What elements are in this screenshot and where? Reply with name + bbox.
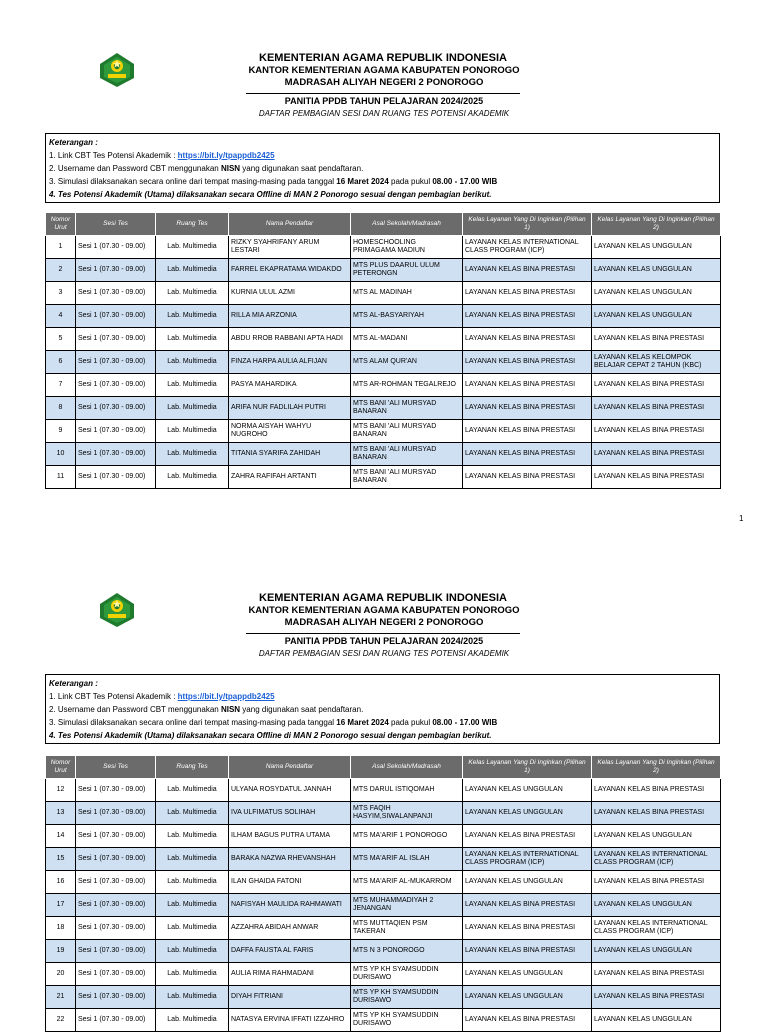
cell-asal: MTS DARUL ISTIQOMAH [351,779,463,802]
col-header-sesi: Sesi Tes [76,756,156,779]
row-number: 19 [46,940,76,963]
cell-sesi: Sesi 1 (07.30 - 09.00) [76,466,156,489]
cell-nama: ILHAM BAGUS PUTRA UTAMA [229,825,351,848]
cell-sesi: Sesi 1 (07.30 - 09.00) [76,963,156,986]
table-row [46,986,721,1009]
cell-pilihan-2: LAYANAN KELAS UNGGULAN [592,282,721,305]
row-number: 6 [46,351,76,374]
cell-pilihan-1: LAYANAN KELAS UNGGULAN [463,963,592,986]
cell-pilihan-1: LAYANAN KELAS UNGGULAN [463,871,592,894]
cell-sesi: Sesi 1 (07.30 - 09.00) [76,351,156,374]
cell-pilihan-1: LAYANAN KELAS BINA PRESTASI [463,305,592,328]
cell-ruang: Lab. Multimedia [156,282,229,305]
cell-ruang: Lab. Multimedia [156,351,229,374]
cell-ruang: Lab. Multimedia [156,963,229,986]
cell-pilihan-1: LAYANAN KELAS UNGGULAN [463,986,592,1009]
col-header-nomor: Nomor Urut [46,213,76,236]
cell-pilihan-2: LAYANAN KELAS UNGGULAN [592,305,721,328]
letterhead [0,592,768,629]
col-header-sesi: Sesi Tes [76,213,156,236]
cell-sesi: Sesi 1 (07.30 - 09.00) [76,282,156,305]
cell-ruang: Lab. Multimedia [156,779,229,802]
col-header-ruang: Ruang Tes [156,213,229,236]
school-title: MADRASAH ALIYAH NEGERI 2 PONOROGO [284,617,484,628]
cell-ruang: Lab. Multimedia [156,397,229,420]
cell-pilihan-2: LAYANAN KELAS BINA PRESTASI [592,963,721,986]
cell-pilihan-2: LAYANAN KELAS BINA PRESTASI [592,420,721,443]
cell-sesi: Sesi 1 (07.30 - 09.00) [76,328,156,351]
col-header-nama: Nama Pendaftar [229,213,351,236]
row-number: 16 [46,871,76,894]
cell-ruang: Lab. Multimedia [156,420,229,443]
col-header-nomor: Nomor Urut [46,756,76,779]
cell-pilihan-2: LAYANAN KELAS BINA PRESTASI [592,466,721,489]
ministry-title: KEMENTERIAN AGAMA REPUBLIK INDONESIA [259,592,507,604]
cell-sesi: Sesi 1 (07.30 - 09.00) [76,236,156,259]
cell-ruang: Lab. Multimedia [156,802,229,825]
cell-asal: MTS MUTTAQIEN PSM TAKERAN [351,917,463,940]
cell-sesi: Sesi 1 (07.30 - 09.00) [76,871,156,894]
ministry-title: KEMENTERIAN AGAMA REPUBLIK INDONESIA [259,52,507,64]
document-subtitle: DAFTAR PEMBAGIAN SESI DAN RUANG TES POTENSI AKADEMIK [258,109,510,118]
cell-asal: MTS FAQIH HASYIM,SIWALANPANJI [351,802,463,825]
cell-pilihan-1: LAYANAN KELAS INTERNATIONAL CLASS PROGRAM (ICP) [463,848,592,871]
cell-pilihan-2: LAYANAN KELAS BINA PRESTASI [592,779,721,802]
cell-ruang: Lab. Multimedia [156,917,229,940]
table-row [46,940,721,963]
note-2: 2. Username dan Password CBT menggunakan NISN yang digunakan saat pendaftaran. [49,164,364,173]
row-number: 11 [46,466,76,489]
header-divider [246,633,520,634]
cell-nama: IVA ULFIMATUS SOLIHAH [229,802,351,825]
cell-pilihan-2: LAYANAN KELAS BINA PRESTASI [592,986,721,1009]
col-header-ruang: Ruang Tes [156,756,229,779]
cell-ruang: Lab. Multimedia [156,986,229,1009]
cell-nama: RIZKY SYAHRIFANY ARUM LESTARI [229,236,351,259]
cell-asal: MTS MA'ARIF AL ISLAH [351,848,463,871]
row-number: 15 [46,848,76,871]
row-number: 1 [46,236,76,259]
cell-nama: KURNIA ULUL AZMI [229,282,351,305]
cell-asal: MTS ALAM QUR'AN [351,351,463,374]
col-header-pilihan-1: Kelas Layanan Yang Di Inginkan (Pilihan 1) [463,756,592,779]
cell-nama: BARAKA NAZWA RHEVANSHAH [229,848,351,871]
cell-pilihan-1: LAYANAN KELAS BINA PRESTASI [463,351,592,374]
cell-ruang: Lab. Multimedia [156,374,229,397]
cell-asal: MTS AL-BASYARIYAH [351,305,463,328]
cell-pilihan-1: LAYANAN KELAS UNGGULAN [463,779,592,802]
cell-sesi: Sesi 1 (07.30 - 09.00) [76,443,156,466]
cell-asal: MTS YP KH SYAMSUDDIN DURISAWO [351,1009,463,1032]
row-number: 5 [46,328,76,351]
document-subtitle: DAFTAR PEMBAGIAN SESI DAN RUANG TES POTENSI AKADEMIK [258,649,510,658]
cell-pilihan-2: LAYANAN KELAS UNGGULAN [592,236,721,259]
cell-pilihan-1: LAYANAN KELAS BINA PRESTASI [463,1009,592,1032]
cell-pilihan-1: LAYANAN KELAS BINA PRESTASI [463,259,592,282]
notes-box [45,674,720,744]
cell-pilihan-2: LAYANAN KELAS BINA PRESTASI [592,328,721,351]
cell-sesi: Sesi 1 (07.30 - 09.00) [76,397,156,420]
cell-ruang: Lab. Multimedia [156,466,229,489]
cell-nama: DIYAH FITRIANI [229,986,351,1009]
office-title: KANTOR KEMENTERIAN AGAMA KABUPATEN PONOROGO [248,65,520,76]
col-header-nama: Nama Pendaftar [229,756,351,779]
cell-sesi: Sesi 1 (07.30 - 09.00) [76,779,156,802]
cell-asal: MTS N 3 PONOROGO [351,940,463,963]
cell-nama: AZZAHRA ABIDAH ANWAR [229,917,351,940]
cell-pilihan-1: LAYANAN KELAS BINA PRESTASI [463,282,592,305]
cell-pilihan-1: LAYANAN KELAS BINA PRESTASI [463,328,592,351]
cell-pilihan-2: LAYANAN KELAS INTERNATIONAL CLASS PROGRAM (ICP) [592,917,721,940]
cell-nama: FARREL EKAPRATAMA WIDAKDO [229,259,351,282]
cbt-link[interactable]: https://bit.ly/tpappdb2425 [177,151,275,160]
table-row [46,802,721,825]
row-number: 13 [46,802,76,825]
page-number: 1 [739,514,744,523]
letterhead [0,52,768,89]
col-header-pilihan-1: Kelas Layanan Yang Di Inginkan (Pilihan 1) [463,213,592,236]
row-number: 14 [46,825,76,848]
row-number: 17 [46,894,76,917]
cell-asal: MTS PLUS DAARUL ULUM PETERONGN [351,259,463,282]
cell-pilihan-1: LAYANAN KELAS INTERNATIONAL CLASS PROGRAM (ICP) [463,236,592,259]
cell-nama: PASYA MAHARDIKA [229,374,351,397]
cell-asal: MTS BANI 'ALI MURSYAD BANARAN [351,420,463,443]
table-row [46,374,721,397]
row-number: 8 [46,397,76,420]
table-row [46,848,721,871]
cell-sesi: Sesi 1 (07.30 - 09.00) [76,802,156,825]
cell-ruang: Lab. Multimedia [156,825,229,848]
cell-nama: NORMA AISYAH WAHYU NUGROHO [229,420,351,443]
table-row [46,305,721,328]
cell-nama: NATASYA ERVINA IFFATI IZZAHRO [229,1009,351,1032]
note-2: 2. Username dan Password CBT menggunakan NISN yang digunakan saat pendaftaran. [49,705,364,714]
committee-title: PANITIA PPDB TAHUN PELAJARAN 2024/2025 [284,636,484,646]
row-number: 20 [46,963,76,986]
cell-ruang: Lab. Multimedia [156,443,229,466]
cell-sesi: Sesi 1 (07.30 - 09.00) [76,305,156,328]
row-number: 18 [46,917,76,940]
cell-ruang: Lab. Multimedia [156,848,229,871]
col-header-asal: Asal Sekolah/Madrasah [351,756,463,779]
cell-nama: ZAHRA RAFIFAH ARTANTI [229,466,351,489]
cell-asal: HOMESCHOOLING PRIMAGAMA MADIUN [351,236,463,259]
cell-nama: AULIA RIMA RAHMADANI [229,963,351,986]
cell-pilihan-2: LAYANAN KELAS BINA PRESTASI [592,374,721,397]
committee-title: PANITIA PPDB TAHUN PELAJARAN 2024/2025 [284,96,484,106]
cell-sesi: Sesi 1 (07.30 - 09.00) [76,1009,156,1032]
cell-sesi: Sesi 1 (07.30 - 09.00) [76,940,156,963]
cell-nama: RILLA MIA ARZONIA [229,305,351,328]
row-number: 12 [46,779,76,802]
cell-pilihan-1: LAYANAN KELAS BINA PRESTASI [463,420,592,443]
cell-nama: ARIFA NUR FADLILAH PUTRI [229,397,351,420]
row-number: 22 [46,1009,76,1032]
cell-pilihan-1: LAYANAN KELAS BINA PRESTASI [463,397,592,420]
row-number: 10 [46,443,76,466]
cell-sesi: Sesi 1 (07.30 - 09.00) [76,986,156,1009]
table-row [46,963,721,986]
cell-ruang: Lab. Multimedia [156,328,229,351]
cell-ruang: Lab. Multimedia [156,305,229,328]
col-header-asal: Asal Sekolah/Madrasah [351,213,463,236]
cell-nama: TITANIA SYARIFA ZAHIDAH [229,443,351,466]
table-row [46,825,721,848]
row-number: 2 [46,259,76,282]
cell-asal: MTS AR-ROHMAN TEGALREJO [351,374,463,397]
cell-pilihan-2: LAYANAN KELAS UNGGULAN [592,894,721,917]
note-3: 3. Simulasi dilaksanakan secara online dari tempat masing-masing pada tanggal 16 Maret 2024 pada pukul 08.00 - 17.00 WIB [49,177,498,186]
cell-pilihan-2: LAYANAN KELAS UNGGULAN [592,940,721,963]
table-row [46,397,721,420]
cell-sesi: Sesi 1 (07.30 - 09.00) [76,825,156,848]
cell-nama: FINZA HARPA AULIA ALFIJAN [229,351,351,374]
row-number: 3 [46,282,76,305]
cell-sesi: Sesi 1 (07.30 - 09.00) [76,259,156,282]
notes-title: Keterangan : [49,138,98,147]
cell-sesi: Sesi 1 (07.30 - 09.00) [76,894,156,917]
note-1: 1. Link CBT Tes Potensi Akademik : https://bit.ly/tpappdb2425 [49,692,275,701]
cell-asal: MTS MA'ARIF 1 PONOROGO [351,825,463,848]
cell-sesi: Sesi 1 (07.30 - 09.00) [76,917,156,940]
cell-pilihan-1: LAYANAN KELAS BINA PRESTASI [463,443,592,466]
cell-ruang: Lab. Multimedia [156,1009,229,1032]
school-title: MADRASAH ALIYAH NEGERI 2 PONOROGO [284,77,484,88]
table-row [46,917,721,940]
cell-sesi: Sesi 1 (07.30 - 09.00) [76,848,156,871]
cell-asal: MTS BANI 'ALI MURSYAD BANARAN [351,397,463,420]
cell-asal: MTS AL-MADANI [351,328,463,351]
col-header-pilihan-2: Kelas Layanan Yang Di Inginkan (Pilihan 2) [592,213,721,236]
cell-pilihan-2: LAYANAN KELAS UNGGULAN [592,1009,721,1032]
header-divider [246,93,520,94]
cell-asal: MTS MA'ARIF AL-MUKARROM [351,871,463,894]
cell-nama: NAFISYAH MAULIDA RAHMAWATI [229,894,351,917]
cell-pilihan-1: LAYANAN KELAS BINA PRESTASI [463,940,592,963]
cell-asal: MTS YP KH SYAMSUDDIN DURISAWO [351,963,463,986]
cell-sesi: Sesi 1 (07.30 - 09.00) [76,420,156,443]
cell-nama: ABDU RROB RABBANI APTA HADI [229,328,351,351]
col-header-pilihan-2: Kelas Layanan Yang Di Inginkan (Pilihan 2) [592,756,721,779]
schedule-table-page-2 [45,755,721,1032]
table-row [46,259,721,282]
table-row [46,420,721,443]
cell-ruang: Lab. Multimedia [156,236,229,259]
cell-asal: MTS AL MADINAH [351,282,463,305]
cell-pilihan-2: LAYANAN KELAS BINA PRESTASI [592,443,721,466]
table-header-row [46,213,721,236]
table-row [46,779,721,802]
cell-ruang: Lab. Multimedia [156,259,229,282]
cell-pilihan-2: LAYANAN KELAS BINA PRESTASI [592,397,721,420]
row-number: 9 [46,420,76,443]
row-number: 4 [46,305,76,328]
table-row [46,1009,721,1032]
table-row [46,466,721,489]
cell-sesi: Sesi 1 (07.30 - 09.00) [76,374,156,397]
cell-pilihan-1: LAYANAN KELAS BINA PRESTASI [463,894,592,917]
cell-pilihan-2: LAYANAN KELAS BINA PRESTASI [592,802,721,825]
office-title: KANTOR KEMENTERIAN AGAMA KABUPATEN PONOROGO [248,605,520,616]
note-4: 4. Tes Potensi Akademik (Utama) dilaksanakan secara Offline di MAN 2 Ponorogo sesuai dengan pembagian berikut. [49,731,492,740]
cell-pilihan-2: LAYANAN KELAS KELOMPOK BELAJAR CEPAT 2 TAHUN (KBC) [592,351,721,374]
note-3: 3. Simulasi dilaksanakan secara online dari tempat masing-masing pada tanggal 16 Maret 2024 pada pukul 08.00 - 17.00 WIB [49,718,498,727]
table-row [46,236,721,259]
table-row [46,894,721,917]
cell-ruang: Lab. Multimedia [156,894,229,917]
cell-pilihan-2: LAYANAN KELAS UNGGULAN [592,259,721,282]
cell-asal: MTS YP KH SYAMSUDDIN DURISAWO [351,986,463,1009]
row-number: 21 [46,986,76,1009]
cell-pilihan-1: LAYANAN KELAS BINA PRESTASI [463,825,592,848]
cell-asal: MTS MUHAMMADIYAH 2 JENANGAN [351,894,463,917]
cell-pilihan-1: LAYANAN KELAS UNGGULAN [463,802,592,825]
table-row [46,351,721,374]
schedule-table-page-1 [45,212,721,489]
cell-nama: DAFFA FAUSTA AL FARIS [229,940,351,963]
cell-pilihan-1: LAYANAN KELAS BINA PRESTASI [463,917,592,940]
cell-pilihan-2: LAYANAN KELAS UNGGULAN [592,825,721,848]
cell-pilihan-1: LAYANAN KELAS BINA PRESTASI [463,374,592,397]
cell-pilihan-2: LAYANAN KELAS INTERNATIONAL CLASS PROGRAM (ICP) [592,848,721,871]
cell-ruang: Lab. Multimedia [156,940,229,963]
table-row [46,443,721,466]
cell-nama: ULYANA ROSYDATUL JANNAH [229,779,351,802]
cell-nama: ILAN GHAIDA FATONI [229,871,351,894]
notes-title: Keterangan : [49,679,98,688]
cell-asal: MTS BANI 'ALI MURSYAD BANARAN [351,466,463,489]
cell-asal: MTS BANI 'ALI MURSYAD BANARAN [351,443,463,466]
table-row [46,328,721,351]
cbt-link[interactable]: https://bit.ly/tpappdb2425 [177,692,275,701]
table-row [46,282,721,305]
notes-box [45,133,720,203]
cell-ruang: Lab. Multimedia [156,871,229,894]
table-row [46,871,721,894]
cell-pilihan-1: LAYANAN KELAS BINA PRESTASI [463,466,592,489]
note-1: 1. Link CBT Tes Potensi Akademik : https://bit.ly/tpappdb2425 [49,151,275,160]
note-4: 4. Tes Potensi Akademik (Utama) dilaksanakan secara Offline di MAN 2 Ponorogo sesuai dengan pembagian berikut. [49,190,492,199]
table-header-row [46,756,721,779]
cell-pilihan-2: LAYANAN KELAS BINA PRESTASI [592,871,721,894]
row-number: 7 [46,374,76,397]
